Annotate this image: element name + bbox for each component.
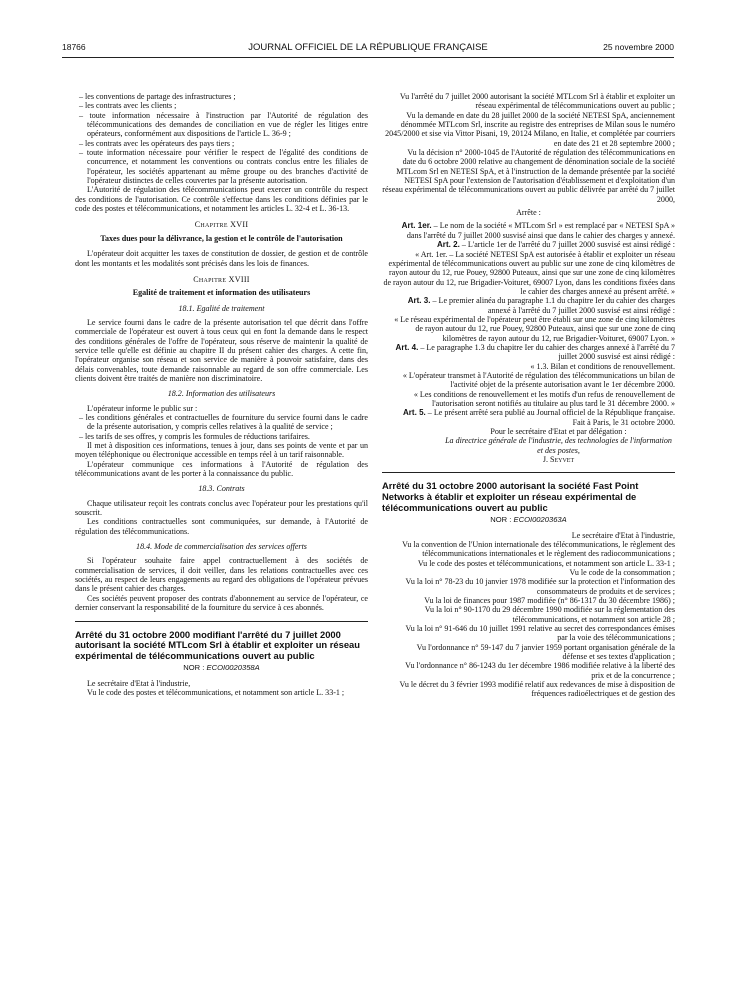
- vu-paragraph: Vu la loi n° 91-646 du 10 juillet 1991 relative au secret des correspondances émises par la voie des télécommunications ;: [405, 623, 675, 643]
- section-18-4-title: 18.4. Mode de commercialisation des services offerts: [136, 542, 307, 552]
- decree-paragraph: Vu le code des postes et télécommunications, et notamment son article L. 33-1 ;: [87, 687, 345, 697]
- decree-separator: [382, 472, 675, 473]
- decree-separator: [75, 621, 368, 622]
- article-3-quote: « Le réseau expérimental de l'opérateur peut être établi sur une zone de cinq kilomètres de rayon autour du 12, rue Pouey, 92800 Puteaux, ainsi que sur une zone de cinq kilomètres de rayon autour du 12, rue Brigadier-Voituret, 69007 Lyon. »: [394, 314, 675, 343]
- section-18-2-paragraph: L'opérateur communique ces informations à l'Autorité de régulation des télécommunications avant de les porter à la connaissance du public.: [75, 459, 368, 479]
- section-18-2-intro: L'opérateur informe le public sur :: [87, 403, 198, 413]
- article-4-quote: « Les conditions de renouvellement et les motifs d'un refus de renouvellement de l'autorisation seront notifiés au titulaire au plus tard le 31 décembre 2000. »: [413, 389, 675, 408]
- vu-paragraph: Vu la loi n° 90-1170 du 29 décembre 1990 modifiée sur la réglementation des télécommunications, et notamment son article 28 ;: [424, 605, 675, 624]
- article-4-quote: « L'opérateur transmet à l'Autorité de régulation des télécommunications un bilan de l'activité objet de la présente autorisation avant le 1er décembre 2000.: [402, 370, 675, 390]
- section-18-1-title: 18.1. Egalité de traitement: [178, 303, 265, 313]
- issue-date: 25 novembre 2000: [603, 42, 674, 52]
- article-4-label: Art. 4.: [395, 342, 419, 352]
- article-2-text: – L'article 1er de l'arrêté du 7 juillet 2000 susvisé est ainsi rédigé :: [459, 240, 675, 250]
- section-18-3-paragraph: Chaque utilisateur reçoit les contrats conclus avec l'opérateur pour les prestations qu'il souscrit.: [75, 498, 368, 518]
- section-18-2-title: 18.2. Information des utilisateurs: [167, 389, 276, 399]
- list-item: – toute information nécessaire à l'instruction par l'Autorité de régulation des télécommunications des demandes de conciliation en vue de régler les litiges entre opérateurs, conformément aux dispositions de l'article L. 36-9 ;: [79, 110, 368, 139]
- nor-label: NOR :: [183, 663, 205, 673]
- arrete-heading: Arrête :: [516, 208, 541, 218]
- article-4: [382, 343, 675, 362]
- article-2-label: Art. 2.: [437, 240, 460, 250]
- decree-nor: [75, 663, 368, 672]
- done-at: Fait à Paris, le 31 octobre 2000.: [572, 417, 675, 427]
- vu-paragraph: Vu le décret du 3 février 1993 modifié relatif aux redevances de mise à disposition de fréquences radioélectriques et de gestion des: [399, 680, 675, 699]
- section-18-3-paragraph: Les conditions contractuelles sont communiquées, sur demande, à l'Autorité de régulation des télécommunications.: [75, 517, 368, 536]
- decree-nor: [382, 515, 675, 524]
- section-18-3-title: 18.3. Contrats: [198, 484, 245, 494]
- list-item: – les conventions de partage des infrastructures ;: [79, 92, 236, 101]
- article-1: [382, 221, 675, 240]
- vu-paragraph: Vu le code de la consommation ;: [569, 567, 675, 577]
- article-2-quote: « Art. 1er. – La société NETESI SpA est autorisée à établir et exploiter un réseau expérimental de télécommunications ouvert au public sur une zone de cinq kilomètres de rayon autour du 12, rue Pouey, 92800 Puteaux, ainsi que sur une zone de cinq kilomètres de rayon autour du 12, rue Brigadier-Voituret, 69007 Lyon, dans les conditions fixées dans le cahier des charges annexé au présent arrêté. »: [383, 249, 675, 296]
- article-1-label: Art. 1er.: [401, 221, 432, 231]
- list-item: – les tarifs de ses offres, y compris les formules de réductions tarifaires.: [79, 431, 310, 441]
- article-1-text: – Le nom de la société « MTLcom Srl » est remplacé par « NETESI SpA » dans l'arrêté du 7 juillet 2000 susvisé ainsi que dans le cahier des charges y annexé.: [406, 221, 675, 240]
- signatory-name: J. Seyvet: [542, 455, 575, 465]
- vu-paragraph: Vu la loi de finances pour 1987 modifiée (n° 86-1317 du 30 décembre 1986) ;: [424, 595, 675, 605]
- list-item: – les contrats avec les clients ;: [79, 101, 177, 111]
- article-3-label: Art. 3.: [407, 296, 431, 306]
- vu-paragraph: Vu l'ordonnance n° 59-147 du 7 janvier 1959 portant organisation générale de la défense et ses textes d'application ;: [416, 642, 675, 661]
- vu-paragraph: Vu la décision n° 2000-1045 de l'Autorité de régulation des télécommunications en date du 6 octobre 2000 relative au changement de dénomination sociale de la société MTLcom Srl en NETESI SpA, et à l'instruction de la demande présentée par la société NETESI SpA pour l'extension de l'autorisation d'établissement et d'exploitation d'un réseau expérimental de télécommunications ouvert au public délivrée par arrêté du 7 juillet 2000,: [382, 148, 675, 204]
- chapter-17-text: L'opérateur doit acquitter les taxes de constitution de dossier, de gestion et de contrôle dont les montants et les modalités sont précisés dans les lois de finances.: [75, 249, 368, 268]
- article-5-text: – Le présent arrêté sera publié au Journal officiel de la République française.: [425, 408, 675, 418]
- vu-paragraph: Vu l'ordonnance n° 86-1243 du 1er décembre 1986 modifiée relative à la liberté des prix et de la concurrence ;: [405, 661, 675, 680]
- nor-label: NOR :: [490, 515, 512, 525]
- decree-paragraph: Le secrétaire d'Etat à l'industrie,: [571, 530, 675, 540]
- vu-paragraph: Vu la loi n° 78-23 du 10 janvier 1978 modifiée sur la protection et l'information des consommateurs de produits et de services ;: [405, 577, 675, 596]
- right-column: [382, 92, 675, 699]
- signature-title: La directrice générale de l'industrie, des technologies de l'information et des postes,: [445, 436, 672, 455]
- article-5: [382, 408, 675, 417]
- section-18-1-text: Le service fourni dans le cadre de la présente autorisation tel que décrit dans l'offre commerciale de l'opérateur est ouvert à tous ceux qui en font la demande dans le respect des conditions générales de l'offre de l'opérateur, sous réserve de maintenir la qualité de service telle qu'elle est définie au chapitre II du présent cahier des charges. A cette fin, l'opérateur organise son réseau et son service de manière à pouvoir satisfaire, dans des délais convenables, toute demande raisonnable au regard de son offre commerciale. Les clients doivent être traités de manière non discriminatoire.: [75, 317, 368, 383]
- vu-paragraph: Vu l'arrêté du 7 juillet 2000 autorisant la société MTLcom Srl à établir et exploiter un réseau expérimental de télécommunications ouvert au public ;: [399, 92, 675, 111]
- vu-paragraph: Vu la demande en date du 28 juillet 2000 de la société NETESI SpA, anciennement dénommée MTLcom Srl, inscrite au registre des entreprises de Milan sous le numéro 2045/2000 et sise via Vittor Pisani, 19, 20124 Milano, en Italie, et complétée par courriers en date des 21 et 28 septembre 2000 ;: [385, 110, 675, 148]
- chapter-18-title: Egalité de traitement et information des utilisateurs: [132, 288, 311, 298]
- control-paragraph: L'Autorité de régulation des télécommunications peut exercer un contrôle du respect des conditions de l'autorisation. Ce contrôle s'effectue dans les conditions définies par le code des postes et télécommunications, et notamment les articles L. 32-4 et L. 36-13.: [75, 185, 368, 214]
- decree-paragraph: Le secrétaire d'Etat à l'industrie,: [87, 678, 191, 688]
- chapter-17-title: Taxes dues pour la délivrance, la gestion et le contrôle de l'autorisation: [100, 233, 343, 243]
- decree-title: Arrêté du 31 octobre 2000 autorisant la société Fast Point Networks à établir et exploiter un réseau expérimental de télécommunications ouvert au public: [382, 480, 639, 513]
- section-18-4-paragraph: Ces sociétés peuvent proposer des contrats d'abonnement au service de l'opérateur, ce dernier conservant la responsabilité de la fourniture du service à ces abonnés.: [75, 593, 368, 613]
- list-item: – les contrats avec les opérateurs des pays tiers ;: [79, 138, 235, 148]
- decree-title: Arrêté du 31 octobre 2000 modifiant l'arrêté du 7 juillet 2000 autorisant la société MTLcom Srl à établir et exploiter un réseau expérimental de télécommunications ouvert au public: [75, 628, 360, 661]
- nor-code: ECOI0020358A: [206, 663, 260, 673]
- section-18-2-paragraph: Il met à disposition ces informations, tenues à jour, dans ses points de vente et par un moyen téléphonique ou électronique accessible en temps réel à un tarif raisonnable.: [75, 441, 368, 460]
- left-column: [75, 92, 368, 697]
- article-2: [382, 240, 675, 249]
- list-item: – toute information nécessaire pour vérifier le respect de l'égalité des conditions de concurrence, et notamment les conventions ou contrats conclus entre les filiales de l'opérateur, les sociétés appartenant au même groupe ou des branches d'activité de l'opérateur distinctes de celles couvertes par la présente autorisation.: [79, 148, 368, 186]
- signature-delegation: Pour le secrétaire d'Etat et par délégation :: [490, 427, 627, 437]
- article-5-label: Art. 5.: [402, 408, 426, 418]
- vu-paragraph: Vu le code des postes et télécommunications, et notamment son article L. 33-1 ;: [417, 558, 675, 568]
- chapter-17-label: Chapitre XVII: [194, 220, 249, 230]
- article-4-text: – Le paragraphe 1.3 du chapitre Ier du cahier des charges annexé à l'arrêté du 7 juillet 2000 susvisé est ainsi rédigé :: [418, 342, 675, 362]
- list-item: – les conditions générales et contractuelles de fourniture du service fourni dans le cadre de la présente autorisation, y compris celles relatives à la qualité de service ;: [79, 412, 368, 432]
- header-rule: [62, 57, 674, 58]
- chapter-18-label: Chapitre XVIII: [193, 274, 250, 284]
- section-18-4-paragraph: Si l'opérateur souhaite faire appel contractuellement à des sociétés de commercialisation de services, il doit veiller, dans les relations contractuelles avec ces sociétés, au respect de leurs engagements au regard des obligations de l'opérateur prévues dans le présent cahier des charges.: [75, 556, 368, 594]
- journal-title: JOURNAL OFFICIEL DE LA RÉPUBLIQUE FRANÇAISE: [248, 42, 488, 53]
- article-3-text: – Le premier alinéa du paragraphe 1.1 du chapitre Ier du cahier des charges annexé à l'arrêté du 7 juillet 2000 susvisé est ainsi rédigé :: [430, 296, 675, 315]
- nor-code: ECOI0020363A: [513, 515, 567, 525]
- article-3: [382, 296, 675, 315]
- page-header: [62, 42, 674, 56]
- article-4-quote: « 1.3. Bilan et conditions de renouvellement.: [530, 361, 675, 371]
- page-number: 18766: [62, 42, 86, 52]
- vu-paragraph: Vu la convention de l'Union internationale des télécommunications, le règlement des télécommunications internationales et le règlement des radiocommunications ;: [402, 539, 675, 559]
- signature-block: [382, 427, 675, 464]
